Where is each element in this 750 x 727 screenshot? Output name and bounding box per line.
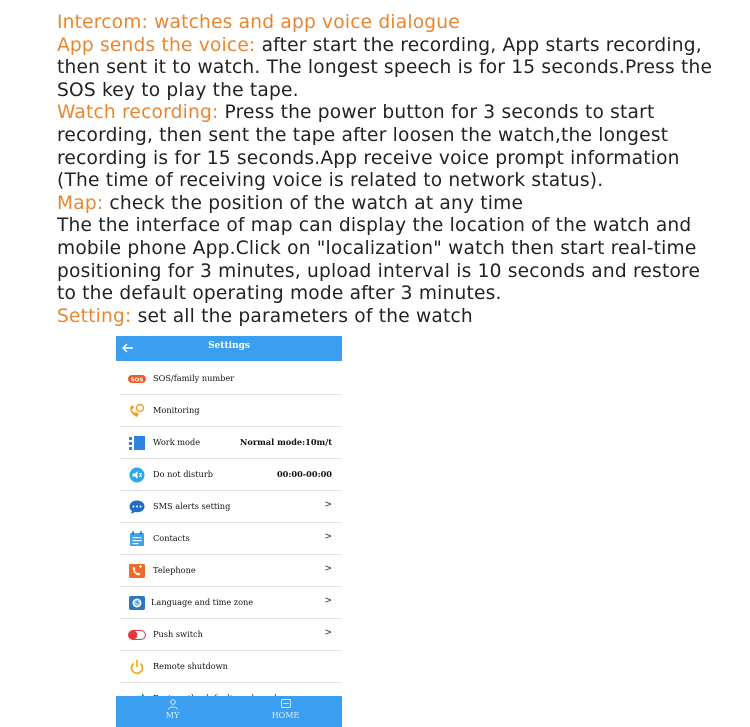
setting-label: Contacts xyxy=(153,533,190,543)
top-bar xyxy=(116,336,342,361)
setting-label: Language and time zone xyxy=(151,597,254,607)
desc-line: SOS key to play the tape. xyxy=(57,79,299,101)
setting-label: Work mode xyxy=(153,437,201,447)
page-title: Settings xyxy=(208,341,250,351)
setting-label: Remote shutdown xyxy=(153,661,228,671)
chevron-right-icon: > xyxy=(324,596,332,606)
desc-line: Intercom: watches and app voice dialogue xyxy=(57,12,460,33)
setting-sos-family-number[interactable] xyxy=(120,364,342,395)
setting-label: SOS/family number xyxy=(153,373,235,383)
desc-line: The the interface of map can display the location of the watch and xyxy=(57,215,692,237)
svg-text:SOS: SOS xyxy=(130,377,144,384)
desc-line: Setting: set all the parameters of the watch xyxy=(57,305,473,327)
settings-screen xyxy=(116,336,342,727)
chevron-right-icon: > xyxy=(324,628,332,638)
setting-work-mode[interactable] xyxy=(120,428,342,459)
setting-label: SMS alerts setting xyxy=(153,501,231,511)
work-mode-icon xyxy=(128,435,146,451)
tab-label: HOME xyxy=(271,711,300,720)
setting-telephone[interactable] xyxy=(120,556,342,587)
setting-sms-alerts[interactable] xyxy=(120,492,342,523)
chevron-right-icon: > xyxy=(324,532,332,542)
telephone-icon xyxy=(128,563,146,579)
home-icon xyxy=(280,698,292,710)
setting-value: Normal mode:10m/t xyxy=(239,437,332,447)
setting-push-switch[interactable] xyxy=(120,620,342,651)
desc-line: Map: check the position of the watch at any time xyxy=(57,192,524,214)
desc-line: positioning for 3 minutes, upload interval is 10 seconds and restore xyxy=(57,260,701,282)
desc-line: to the default operating mode after 3 minutes. xyxy=(57,283,502,305)
monitoring-icon xyxy=(128,403,146,419)
setting-label: Telephone xyxy=(153,565,196,575)
tab-home[interactable] xyxy=(229,696,342,727)
language-icon xyxy=(128,595,146,611)
desc-line: App sends the voice: after start the recording, App starts recording, xyxy=(57,34,702,56)
sms-icon xyxy=(128,499,146,515)
chevron-right-icon: > xyxy=(324,500,332,510)
setting-contacts[interactable] xyxy=(120,524,342,555)
desc-line: (The time of receiving voice is related to network status). xyxy=(57,170,604,192)
setting-remote-shutdown[interactable] xyxy=(120,652,342,683)
desc-line: Watch recording: Press the power button for 3 seconds to start xyxy=(57,102,655,124)
desc-line: recording, then sent the tape after loosen the watch,the longest xyxy=(57,124,669,146)
setting-label: Push switch xyxy=(153,629,203,639)
setting-label: Monitoring xyxy=(153,405,200,415)
setting-value: 00:00-00:00 xyxy=(276,469,332,479)
settings-list xyxy=(116,364,342,715)
contacts-icon xyxy=(128,531,146,547)
setting-label: Do not disturb xyxy=(153,469,213,479)
setting-monitoring[interactable] xyxy=(120,396,342,427)
tab-my[interactable] xyxy=(116,696,229,727)
setting-language-time-zone[interactable] xyxy=(120,588,342,619)
chevron-right-icon: > xyxy=(324,564,332,574)
tab-label: MY xyxy=(165,711,180,720)
desc-line: mobile phone App.Click on "localization" watch then start real-time xyxy=(57,237,697,259)
desc-line: then sent it to watch. The longest speech is for 15 seconds.Press the xyxy=(57,57,713,79)
setting-do-not-disturb[interactable] xyxy=(120,460,342,491)
desc-line: recording is for 15 seconds.App receive voice prompt information xyxy=(57,147,680,169)
power-icon xyxy=(128,659,146,675)
sos-icon xyxy=(128,371,146,387)
bottom-tab-bar xyxy=(116,696,342,727)
user-icon xyxy=(167,698,179,710)
push-switch-icon xyxy=(128,627,146,643)
do-not-disturb-icon xyxy=(128,467,146,483)
description-text xyxy=(57,12,747,328)
